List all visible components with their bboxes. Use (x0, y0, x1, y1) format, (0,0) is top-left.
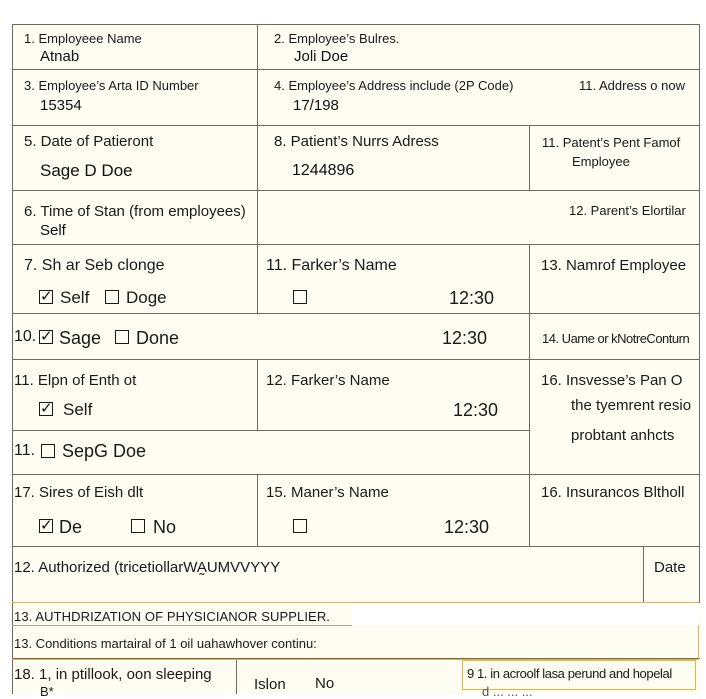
field-16-label: 16. Insvesse’s Pan O (541, 372, 683, 389)
no-option-label-2: No (315, 675, 335, 692)
field-6-label: 6. Time of Stan (from employees) (24, 203, 246, 220)
done-option-label: Done (136, 328, 180, 348)
employee-bulres-value[interactable]: Joli Doe (294, 48, 349, 65)
rule (236, 658, 237, 694)
field-5-label: 5. Date of Patieront (24, 133, 154, 150)
doge-checkbox[interactable] (105, 290, 119, 304)
self-checkbox-2[interactable] (39, 402, 53, 416)
self-checkbox[interactable] (39, 290, 53, 304)
field-10-prefix: 10. (14, 328, 37, 345)
no-checkbox[interactable] (131, 519, 145, 533)
field-13-authorization-label: 13. AUTHDRIZATION OF PHYSICIANOR SUPPLIER. (14, 609, 331, 624)
rule (12, 24, 700, 25)
field-8-label: 8. Patient’s Nurrs Adress (274, 133, 439, 150)
self-option-label-2: Self (63, 400, 93, 419)
field-16-line-2: the tyemrent resio (571, 397, 692, 414)
rule (12, 430, 530, 431)
field-7-label: 7. Sh ar Seb clonge (24, 257, 165, 274)
employee-id-value[interactable]: 15354 (40, 97, 82, 114)
field-11-sepg-prefix: 11. (14, 442, 36, 459)
rule (257, 359, 258, 430)
rule (257, 474, 258, 546)
field-15-label: 15. Maner’s Name (266, 484, 389, 501)
field-11-patent-label-2: Employee (572, 154, 630, 169)
field-13-employee-label: 13. Namrof Employee (541, 257, 687, 274)
rule (529, 474, 530, 546)
farker-time-2: 12:30 (453, 400, 499, 420)
de-checkbox[interactable] (39, 519, 53, 533)
field-14-label: 14. Uame or kNotreConturn (542, 331, 690, 346)
field-12-parent-label: 12. Parent’s Elortilar (569, 203, 686, 218)
rule (12, 24, 13, 694)
rule (529, 359, 530, 474)
islon-option-label: Islon (254, 676, 286, 693)
patient-date-value[interactable]: Sage D Doe (40, 161, 133, 180)
rule (529, 125, 530, 190)
rule (12, 69, 700, 70)
field-16-line-3: probtant anhcts (571, 427, 675, 444)
claim-form (12, 24, 700, 699)
field-9-1-label: 9 1. in acroolf lasa perund and hopelal (467, 666, 672, 681)
rule (643, 546, 644, 602)
self-option-label: Self (60, 288, 90, 307)
rule (12, 546, 700, 547)
rule (257, 24, 258, 125)
rule (529, 244, 530, 313)
field-11-elpn-label: 11. Elpn of Enth ot (14, 372, 137, 389)
rule (12, 190, 700, 191)
maner-time: 12:30 (444, 517, 490, 537)
field-17-label: 17. Sires of Eish dlt (14, 484, 144, 501)
rule (257, 190, 258, 244)
rule (12, 244, 700, 245)
field-16b-label: 16. Insurancos Bltholl (541, 484, 685, 501)
rule (12, 625, 352, 626)
paper-fade (352, 603, 699, 625)
rule (12, 313, 700, 314)
field-9-1-cut: d ... ... ... (482, 684, 533, 699)
rule (12, 474, 700, 475)
employee-address-value[interactable]: 17/198 (293, 97, 339, 114)
rule (12, 125, 700, 126)
rule (257, 125, 258, 190)
no-option-label: No (153, 517, 177, 537)
sepg-option-label: SepG Doe (62, 441, 147, 461)
de-option-label: De (59, 517, 83, 537)
row-10-time: 12:30 (442, 328, 488, 348)
field-11-patent-label: 11. Patent’s Pent Famof (542, 135, 681, 150)
field-1-label: 1. Employeee Name (24, 31, 142, 46)
field-3-label: 3. Employee’s Arta ID Number (24, 78, 199, 93)
sepg-checkbox[interactable] (41, 444, 55, 458)
patient-address-value[interactable]: 1244896 (292, 162, 355, 179)
field-2-label: 2. Employee’s Bulres. (274, 31, 400, 46)
field-13-conditions-label: 13. Conditions martairal of 1 oil uahawhover continu: (14, 636, 317, 651)
farker-checkbox[interactable] (293, 290, 307, 304)
done-checkbox[interactable] (115, 330, 129, 344)
field-4-label: 4. Employee’s Address include (2P Code) (274, 78, 514, 93)
rule (257, 244, 258, 313)
rule (529, 313, 530, 359)
sage-checkbox[interactable] (39, 330, 53, 344)
field-18-cut: B* (40, 684, 54, 699)
field-11-farker-label: 11. Farker’s Name (266, 257, 397, 274)
field-12-farker-label: 12. Farker’s Name (266, 372, 390, 389)
maner-checkbox[interactable] (293, 519, 307, 533)
employee-name-value[interactable]: Atnab (40, 48, 80, 65)
field-18-label: 18. 1, in ptillook, oon sleeping (14, 666, 212, 683)
farker-time: 12:30 (449, 288, 495, 308)
time-of-stan-value[interactable]: Self (40, 222, 66, 239)
date-label: Date (654, 559, 686, 576)
rule (699, 24, 700, 602)
field-12-authorized-label: 12. Authorized (tricetiollarWA̰UMVVYYY (14, 559, 281, 576)
sage-option-label: Sage (59, 328, 102, 348)
doge-option-label: Doge (126, 288, 167, 307)
rule (12, 359, 700, 360)
field-11-address-label: 11. Address o now (579, 78, 685, 93)
